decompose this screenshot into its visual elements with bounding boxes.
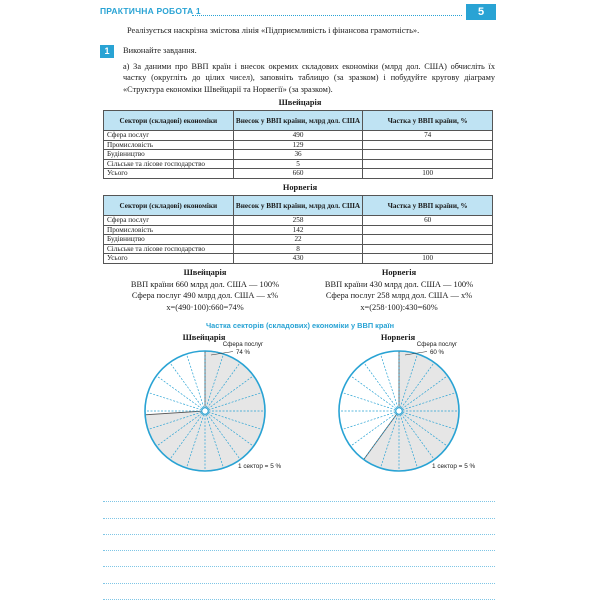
pie-center <box>202 408 208 414</box>
calculation-line: ВВП країни 660 млрд дол. США — 100% <box>130 279 280 289</box>
task-number-badge: 1 <box>100 45 114 58</box>
table-row <box>104 225 493 235</box>
table-cell: 36 <box>233 150 363 160</box>
header-title: ПРАКТИЧНА РОБОТА 1 <box>100 6 201 16</box>
page-number: 5 <box>466 4 496 20</box>
table-row <box>104 244 493 254</box>
calculation-line: Сфера послуг 258 млрд дол. США — x% <box>325 291 473 301</box>
intro-text: Реалізується наскрізна змістова лінія «Підприємливість і фінансова грамотність». <box>127 26 420 35</box>
table-row <box>104 150 493 160</box>
column-header: Внесок у ВВП країни, млрд дол. США <box>233 111 363 131</box>
table-row <box>104 235 493 245</box>
table-row <box>104 140 493 150</box>
table-row <box>104 169 493 179</box>
pie-chart-switzerland <box>140 346 270 476</box>
calculation-line: x=(490·100):660=74% <box>166 302 244 312</box>
slice-label-text: Сфера послуг <box>416 341 458 348</box>
chart-section-title: Частка секторів (складових) економіки у ВВП країн <box>205 321 395 330</box>
table-cell: 430 <box>233 254 363 264</box>
table-cell: Усього <box>104 254 234 264</box>
table-cell: 100 <box>363 254 493 264</box>
slice-value-label: 74 % <box>235 349 251 356</box>
table-header-row <box>104 111 493 131</box>
table-cell <box>363 244 493 254</box>
table-header-row <box>104 196 493 216</box>
table-cell: Сфера послуг <box>104 131 234 141</box>
table-cell: 129 <box>233 140 363 150</box>
table-cell: 100 <box>363 169 493 179</box>
table-cell: Промисловість <box>104 225 234 235</box>
answer-line[interactable] <box>103 502 495 518</box>
table-cell: Усього <box>104 169 234 179</box>
table-row <box>104 159 493 169</box>
table-cell: Сільське та лісове господарство <box>104 159 234 169</box>
table-cell: 660 <box>233 169 363 179</box>
answer-line[interactable] <box>103 535 495 551</box>
pie-note-norway: 1 сектор = 5 % <box>432 463 476 470</box>
table-cell: Сільське та лісове господарство <box>104 244 234 254</box>
table-cell <box>363 235 493 245</box>
pie-title-norway: Норвегія <box>380 333 416 342</box>
table-cell: Сфера послуг <box>104 216 234 226</box>
table-cell: 5 <box>233 159 363 169</box>
table-row <box>104 216 493 226</box>
pie-title-switzerland: Швейцарія <box>182 333 226 342</box>
table-title-switzerland: Швейцарія <box>278 98 322 107</box>
pie-note-switzerland: 1 сектор = 5 % <box>238 463 282 470</box>
page-header <box>100 6 496 20</box>
pie-center <box>396 408 402 414</box>
answer-lines <box>103 486 495 600</box>
calculation-line: ВВП країни 430 млрд дол. США — 100% <box>324 279 474 289</box>
calculation-title: Норвегія <box>381 268 417 277</box>
table-cell: 60 <box>363 216 493 226</box>
calculation-line: Сфера послуг 490 млрд дол. США — x% <box>131 291 279 301</box>
table-cell: 490 <box>233 131 363 141</box>
header-divider <box>192 15 462 16</box>
slice-value-label: 60 % <box>429 349 445 356</box>
table-cell: 22 <box>233 235 363 245</box>
table-cell: Промисловість <box>104 140 234 150</box>
calculation-line: x=(258·100):430=60% <box>360 302 438 312</box>
answer-line[interactable] <box>103 486 495 502</box>
answer-line[interactable] <box>103 551 495 567</box>
table-cell: Будівництво <box>104 150 234 160</box>
table-cell <box>363 140 493 150</box>
table-cell: Будівництво <box>104 235 234 245</box>
table-cell: 258 <box>233 216 363 226</box>
slice-label-switzerland <box>213 341 273 357</box>
table-cell: 74 <box>363 131 493 141</box>
slice-label-text: Сфера послуг <box>222 341 264 348</box>
table-norway <box>103 195 493 264</box>
slice-label-norway <box>407 341 467 357</box>
table-cell: 8 <box>233 244 363 254</box>
task-item-a: а) За даними про ВВП країн і внесок окремих складових економіки (млрд дол. США) обчисліть їх частку (округліть до цілих чисел), заповніть таблицю (за зразком) і побудуйте кругову діаграму «Структура економіки Швейцарії та Норвегії» (за зразком). <box>123 62 495 94</box>
table-title-norway: Норвегія <box>282 183 318 192</box>
column-header: Сектори (складові) економіки <box>104 196 234 216</box>
table-row <box>104 254 493 264</box>
task-title: Виконайте завдання. <box>123 46 197 55</box>
column-header: Частка у ВВП країни, % <box>363 196 493 216</box>
answer-line[interactable] <box>103 519 495 535</box>
table-switzerland <box>103 110 493 179</box>
table-cell <box>363 150 493 160</box>
column-header: Частка у ВВП країни, % <box>363 111 493 131</box>
answer-line[interactable] <box>103 567 495 583</box>
pie-chart-norway <box>334 346 464 476</box>
table-row <box>104 131 493 141</box>
calculation-title: Швейцарія <box>183 268 227 277</box>
calculation-switzerland <box>110 267 300 313</box>
column-header: Внесок у ВВП країни, млрд дол. США <box>233 196 363 216</box>
table-cell <box>363 225 493 235</box>
table-cell: 142 <box>233 225 363 235</box>
column-header: Сектори (складові) економіки <box>104 111 234 131</box>
calculation-norway <box>304 267 494 313</box>
table-cell <box>363 159 493 169</box>
answer-line[interactable] <box>103 584 495 600</box>
